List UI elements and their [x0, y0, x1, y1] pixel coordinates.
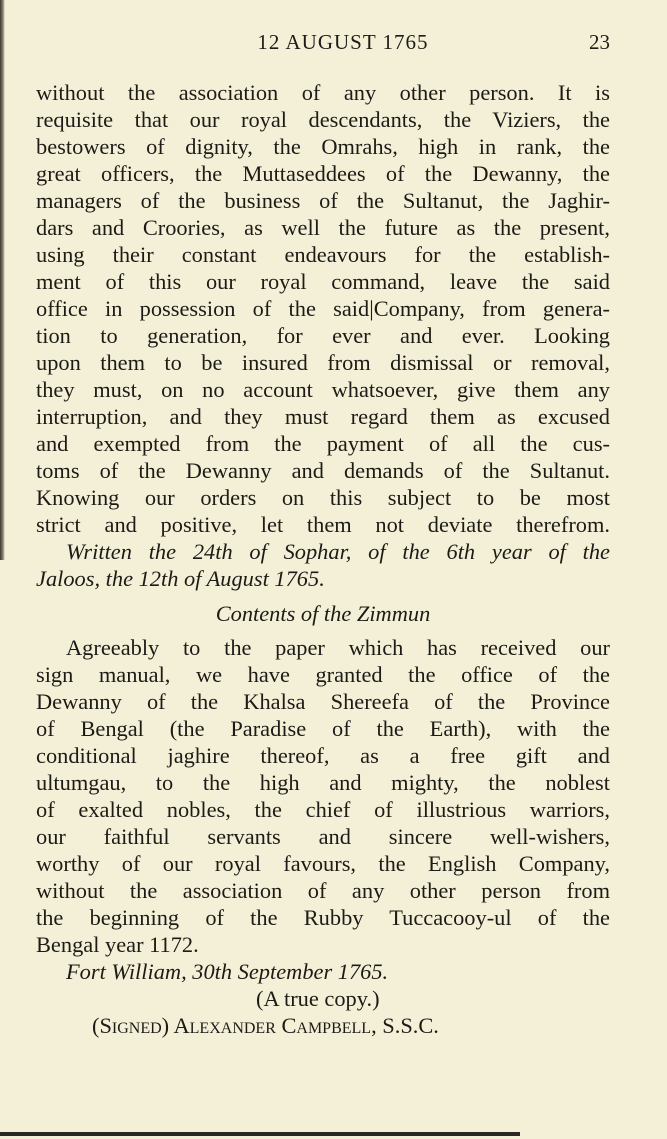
text-line: without the association of any other person from	[36, 878, 610, 903]
text-line: and exempted from the payment of all the cus-	[36, 431, 610, 456]
text-line: the beginning of the Rubby Tuccacooy-ul of the	[36, 905, 610, 930]
text-line: upon them to be insured from dismissal or removal,	[36, 350, 610, 375]
text-line: Agreeably to the paper which has received our	[66, 635, 610, 660]
text-line: office in possession of the said|Company, from genera-	[36, 296, 610, 321]
text-line: of Bengal (the Paradise of the Earth), with the	[36, 716, 610, 741]
text-line: tion to generation, for ever and ever. Looking	[36, 323, 610, 348]
dateline-line: Written the 24th of Sophar, of the 6th year of the	[66, 539, 610, 564]
text-line: requisite that our royal descendants, the Viziers, the	[36, 107, 610, 132]
dateline-line: Jaloos, the 12th of August 1765.	[36, 566, 325, 591]
text-line: interruption, and they must regard them as excused	[36, 404, 610, 429]
text-line: ment of this our royal command, leave the said	[36, 269, 610, 294]
text-line: sign manual, we have granted the office of the	[36, 662, 610, 687]
text-line: Knowing our orders on this subject to be most	[36, 485, 610, 510]
text-line: ultumgau, to the high and mighty, the noblest	[36, 770, 610, 795]
running-head: 12 AUGUST 1765	[257, 30, 429, 54]
text-line: without the association of any other person. It is	[36, 80, 610, 105]
text-line: conditional jaghire thereof, as a free gift and	[36, 743, 610, 768]
place-date: Fort William, 30th September 1765.	[66, 959, 389, 984]
text-line: strict and positive, let them not deviate therefrom.	[36, 512, 610, 537]
text-line: bestowers of dignity, the Omrahs, high in rank, the	[36, 134, 610, 159]
binding-shadow	[0, 0, 5, 560]
true-copy-note: (A true copy.)	[256, 986, 380, 1011]
page-number: 23	[589, 30, 610, 54]
section-heading: Contents of the Zimmun	[215, 601, 431, 626]
text-line: our faithful servants and sincere well-wishers,	[36, 824, 610, 849]
page-header	[36, 30, 610, 60]
signature: (Signed) Alexander Campbell, S.S.C.	[92, 1013, 439, 1038]
text-line: great officers, the Muttaseddees of the Dewanny, the	[36, 161, 610, 186]
text-line: toms of the Dewanny and demands of the Sultanut.	[36, 458, 610, 483]
text-line: using their constant endeavours for the establish-	[36, 242, 610, 267]
text-line: of exalted nobles, the chief of illustrious warriors,	[36, 797, 610, 822]
text-line: worthy of our royal favours, the English Company,	[36, 851, 610, 876]
text-line: Bengal year 1172.	[36, 932, 199, 957]
text-line: they must, on no account whatsoever, give them any	[36, 377, 610, 402]
bottom-rule	[0, 1132, 520, 1136]
text-line: dars and Croories, as well the future as the present,	[36, 215, 610, 240]
text-line: managers of the business of the Sultanut, the Jaghir-	[36, 188, 610, 213]
text-line: Dewanny of the Khalsa Shereefa of the Province	[36, 689, 610, 714]
